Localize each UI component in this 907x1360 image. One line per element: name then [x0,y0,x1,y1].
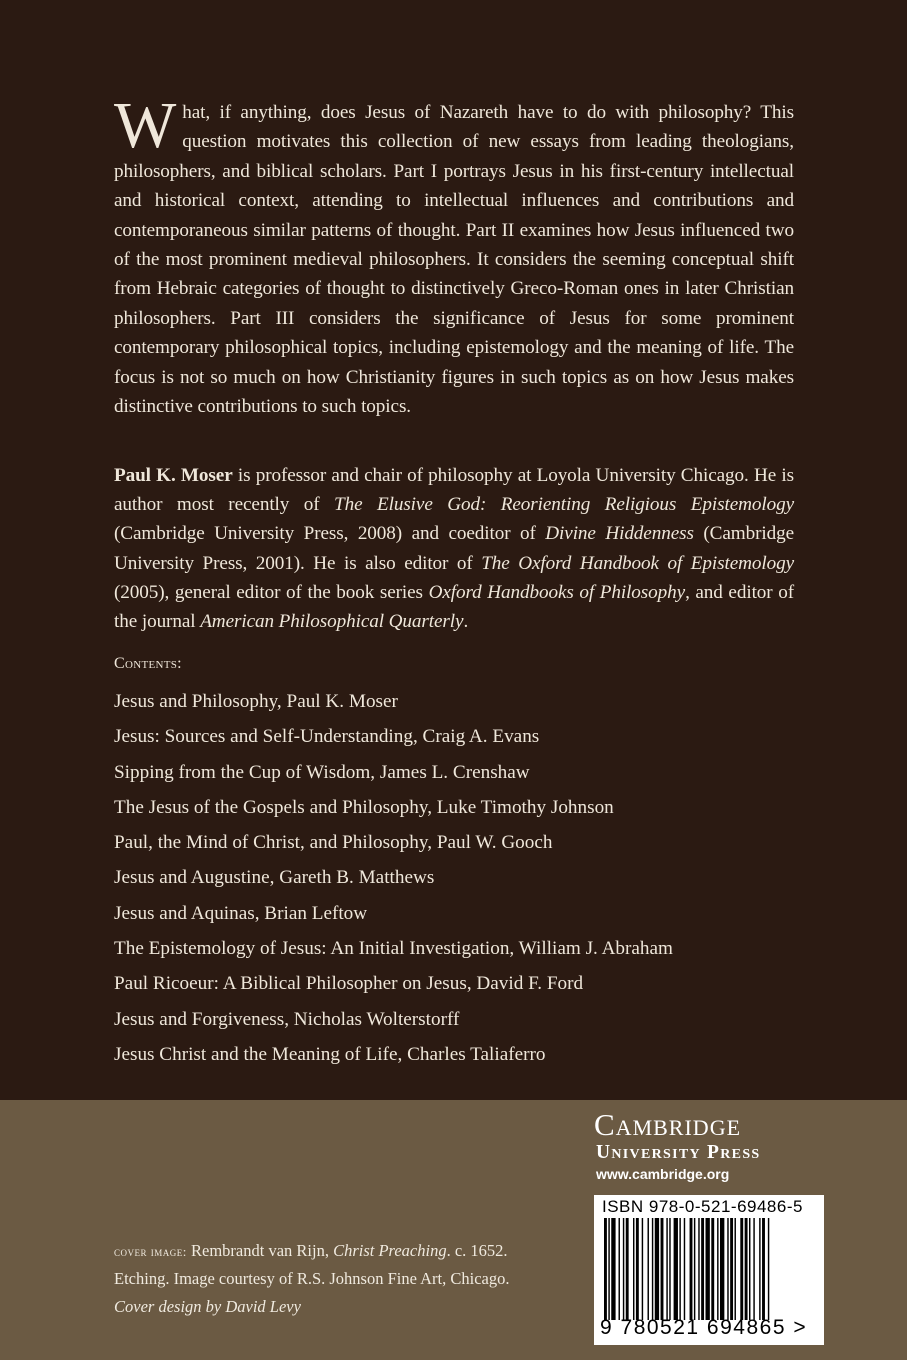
barcode-label [594,1195,824,1345]
barcode-bar [698,1218,699,1320]
barcode-bar [727,1218,728,1320]
barcode-icon [602,1218,816,1320]
contents-heading: Contents: [114,655,182,672]
contents-list [114,687,673,1075]
bio-text: (Cambridge University Press, 2008) and coeditor of [114,523,546,545]
barcode-bar [661,1218,664,1320]
barcode-bar [648,1218,649,1320]
barcode-bar [701,1218,704,1320]
cover-image-credit [114,1237,510,1292]
barcode-bar [740,1218,743,1320]
barcode-bar [694,1218,695,1320]
credit-text: Rembrandt van Rijn, [186,1241,334,1260]
contents-item: Jesus and Aquinas, Brian Leftow [114,902,368,924]
contents-item: Jesus and Augustine, Gareth B. Matthews [114,867,435,889]
drop-cap: W [114,89,177,162]
bio-text: (Cambridge University Press, 2001). He is also editor of [114,523,794,574]
bio-text: (2005), general editor of the book series [114,581,429,603]
book-title: The Elusive God: Reorienting Religious Epistemology [334,494,794,516]
barcode-bar [759,1218,760,1320]
barcode-bar [745,1218,748,1320]
publisher-name: Cambridge [594,1107,742,1142]
barcode-bar [623,1218,624,1320]
publisher-logo [594,1108,761,1182]
author-bio [114,461,794,636]
contents-item: The Jesus of the Gospels and Philosophy, Luke Timothy Johnson [114,796,614,818]
book-title: Divine Hiddenness [545,523,694,545]
barcode-bar [749,1218,750,1320]
barcode-bar [684,1218,685,1320]
credit-label: cover image: [114,1244,187,1259]
contents-item: Jesus: Sources and Self-Understanding, Craig A. Evans [114,726,540,748]
contents-item: Jesus Christ and the Meaning of Life, Charles Taliaferro [114,1043,546,1065]
barcode-bar [690,1218,693,1320]
barcode-bar [604,1218,607,1320]
contents-item: Sipping from the Cup of Wisdom, James L. Crenshaw [114,761,530,783]
barcode-bar [674,1218,678,1320]
contents-item: Paul, the Mind of Christ, and Philosophy, Paul W. Gooch [114,832,553,854]
contents-item: The Epistemology of Jesus: An Initial Investigation, William J. Abraham [114,938,673,960]
bio-text: . [463,611,469,633]
credit-line-2: Etching. Image courtesy of R.S. Johnson Fine Art, Chicago. [114,1269,510,1288]
barcode-bar [762,1218,765,1320]
barcode-bar [717,1218,718,1320]
contents-item: Paul Ricoeur: A Biblical Philosopher on Jesus, David F. Ford [114,973,584,995]
barcode-bar [669,1218,670,1320]
artwork-title: Christ Preaching [333,1241,447,1260]
book-title: The Oxford Handbook of Epistemology [481,552,795,574]
barcode-bar [652,1218,653,1320]
isbn-text: ISBN 978-0-521-69486-5 [602,1197,803,1216]
barcode-bar [626,1218,629,1320]
bio-text: , and editor of the journal [114,581,794,633]
publisher-subtitle: University Press [596,1142,761,1163]
series-title: Oxford Handbooks of Philosophy [428,581,686,603]
bio-text: is professor and chair of philosophy at Loyola University Chicago. He is author most recently of [114,465,794,516]
barcode-bar [633,1218,634,1320]
barcode-bar [655,1218,659,1320]
description-text: hat, if anything, does Jesus of Nazareth have to do with philosophy? This question motivates this collection of new essays from leading theologians, philosophers, and biblical scholars. Part I portrays Jesus in his first-century intellectual and historical context, attending to intellectual influences and contributions and contemporaneous similar patterns of thought. Part II examines how Jesus influenced two of the most prominent medieval philosophers. It considers the seeming conceptual shift from Hebraic categories of thought to distinctively Greco-Roman ones in later Christian philosophers. Part III considers the significance of Jesus for some prominent contemporary philosophical topics, including epistemology and the meaning of life. The focus is not so much on how Christianity figures in such topics as on how Jesus makes distinctive contributions to such topics. [114,102,794,418]
barcode-bar [753,1218,754,1320]
journal-title: American Philosophical Quarterly [200,611,464,633]
barcode-bar [720,1218,724,1320]
barcode-bar [642,1218,643,1320]
barcode-bar [706,1218,710,1320]
book-description [114,89,794,421]
barcode-bar [666,1218,667,1320]
author-name: Paul K. Moser [114,465,233,486]
barcode-bar [711,1218,714,1320]
barcode-bar [768,1218,769,1320]
barcode-bar [735,1218,736,1320]
barcode-bar [619,1218,620,1320]
barcode-bar [611,1218,615,1320]
barcode-bar [679,1218,680,1320]
contents-item: Jesus and Forgiveness, Nicholas Wolterstorff [114,1008,460,1030]
barcode-number: 9 780521 694865 > [600,1316,808,1339]
barcode-bar [730,1218,733,1320]
barcode-bar [636,1218,639,1320]
credit-text: . c. 1652. [446,1241,508,1260]
publisher-url: www.cambridge.org [596,1166,730,1182]
cover-designer: Cover design by David Levy [114,1297,301,1316]
contents-item: Jesus and Philosophy, Paul K. Moser [114,691,398,712]
barcode-bar [608,1218,609,1320]
